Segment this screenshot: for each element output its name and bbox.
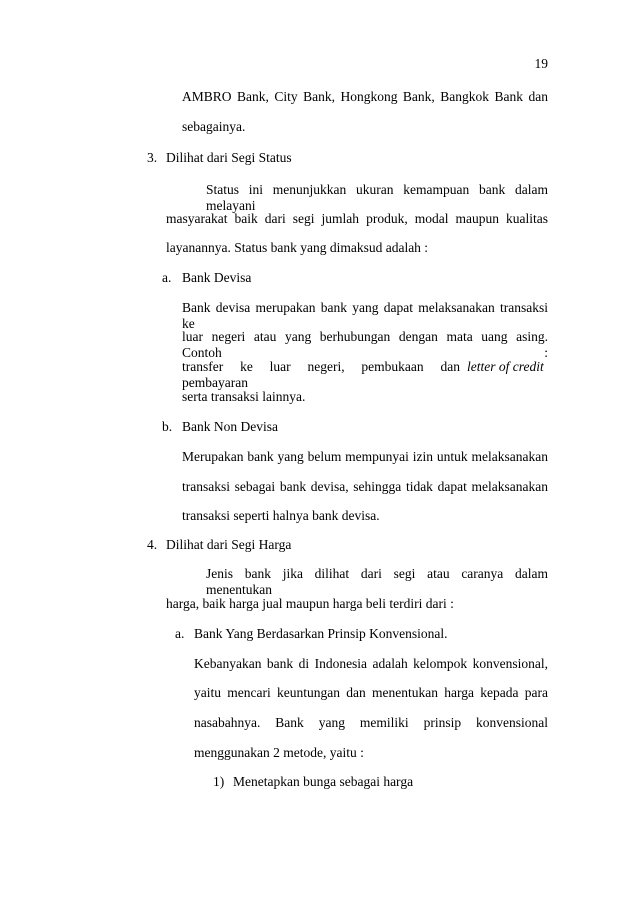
body-line: masyarakat baik dari segi jumlah produk, modal maupun kualitas <box>166 211 548 226</box>
body-line: transaksi sebagai bank devisa, sehingga tidak dapat melaksanakan <box>182 479 548 494</box>
body-line: nasabahnya. Bank yang memiliki prinsip konvensional <box>194 715 548 730</box>
list-number: 1) <box>213 774 225 789</box>
body-line: transaksi seperti halnya bank devisa. <box>182 508 380 523</box>
page-number: 19 <box>534 56 548 71</box>
italic-term <box>467 359 544 375</box>
body-line: luar negeri atau yang berhubungan dengan mata uang asing. Contoh : <box>182 329 548 360</box>
body-line: Merupakan bank yang belum mempunyai izin untuk melaksanakan <box>182 449 548 464</box>
body-line: Bank devisa merupakan bank yang dapat melaksanakan transaksi ke <box>182 300 548 331</box>
italic-term-text: letter of credit <box>467 359 544 374</box>
body-line: Status ini menunjukkan ukuran kemampuan bank dalam melayani <box>206 182 548 213</box>
body-line: harga, baik harga jual maupun harga beli terdiri dari : <box>166 596 454 611</box>
body-line: layanannya. Status bank yang dimaksud adalah : <box>166 240 429 255</box>
list-letter: a. <box>175 626 185 641</box>
list-number: 4. <box>147 537 158 552</box>
subsection-heading: Bank Devisa <box>182 270 252 285</box>
subsection-heading: Bank Yang Berdasarkan Prinsip Konvensional. <box>194 626 448 641</box>
body-line: menggunakan 2 metode, yaitu : <box>194 745 364 760</box>
body-line: sebagainya. <box>182 119 246 134</box>
section-heading: Dilihat dari Segi Harga <box>166 537 292 552</box>
list-letter: a. <box>162 270 172 285</box>
body-line: transfer ke luar negeri, pembukaan dan pembayaran <box>182 359 460 390</box>
body-line: Jenis bank jika dilihat dari segi atau caranya dalam menentukan <box>206 566 548 597</box>
body-line: yaitu mencari keuntungan dan menentukan harga kepada para <box>194 685 548 700</box>
subsection-heading: Bank Non Devisa <box>182 419 278 434</box>
body-line: Menetapkan bunga sebagai harga <box>233 774 414 789</box>
body-line: serta transaksi lainnya. <box>182 389 306 404</box>
body-line: Kebanyakan bank di Indonesia adalah kelompok konvensional, <box>194 656 548 671</box>
list-letter: b. <box>162 419 173 434</box>
body-line: AMBRO Bank, City Bank, Hongkong Bank, Bangkok Bank dan <box>182 89 548 104</box>
section-heading: Dilihat dari Segi Status <box>166 150 292 165</box>
list-number: 3. <box>147 150 158 165</box>
